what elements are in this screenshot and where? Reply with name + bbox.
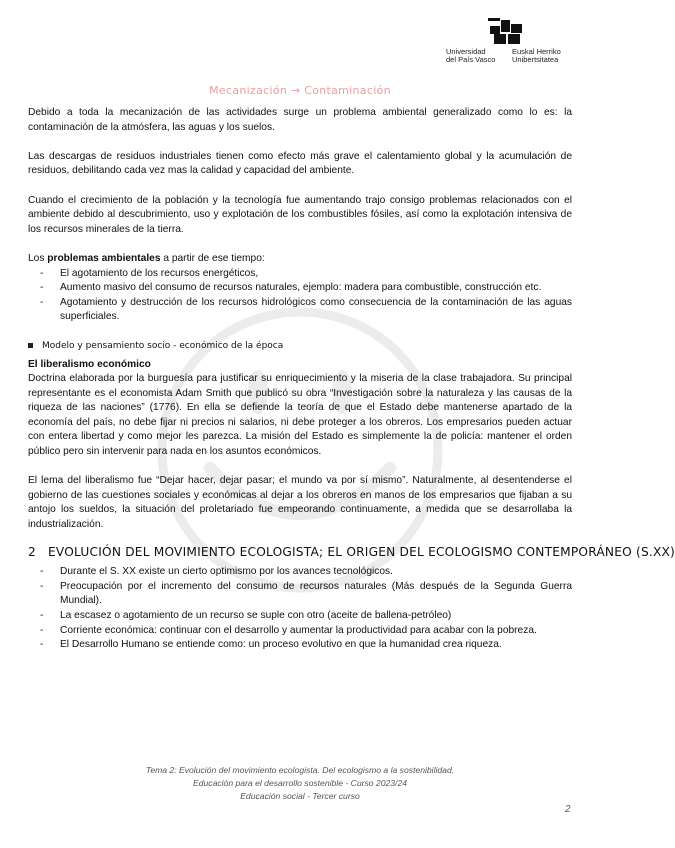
list-item: - Aumento masivo del consumo de recursos naturales, ejemplo: madera para combustible, construcción etc. <box>28 281 572 296</box>
problems-list <box>28 267 572 325</box>
upv-ehu-emblem-icon <box>488 18 524 46</box>
section-heading: 2 EVOLUCIÓN DEL MOVIMIENTO ECOLOGISTA; EL ORIGEN DEL ECOLOGISMO CONTEMPORÁNEO (S.XX) <box>28 544 675 559</box>
list-item: - Agotamiento y destrucción de los recursos hidrológicos como consecuencia de la contaminación de las aguas superficiales. <box>28 296 572 325</box>
list-item: - La escasez o agotamiento de un recurso se suple con otro (aceite de ballena-petróleo) <box>28 609 572 624</box>
university-logo <box>440 18 580 74</box>
document-body <box>28 106 675 653</box>
list-item: - El agotamiento de los recursos energéticos, <box>28 267 572 282</box>
paragraph: Doctrina elaborada por la burguesía para justificar su enriquecimiento y la miseria de la clase trabajadora. Su principal representante es el economista Adam Smith que publicó su obra “Investigación sobre la naturaleza y las causas de la riqueza de las naciones” (1776). En ella se defiende la teoría de que el Estado debe mantenerse apartado de la economía del país, no debe fijar ni precios ni salarios, ni debe proteger a los obreros. Los empresarios pueden actuar con entera libertad y como mejor les parezca. La misión del Estado es simplemente la de policía: mantener el orden público pero sin intervenir para nada en los asuntos económicos. <box>28 373 572 458</box>
evolution-list <box>28 565 572 653</box>
logo-text-es: Universidad del País Vasco <box>446 47 496 64</box>
liberalism-title: El liberalismo económico <box>28 358 151 370</box>
list-item: - Preocupación por el incremento del consumo de recursos naturales (Más después de la Segunda Guerra Mundial). <box>28 580 572 609</box>
paragraph: Las descargas de residuos industriales tienen como efecto más grave el calentamiento global y la acumulación de residuos, debilitando cada vez mas la calidad y capacidad del ambiente. <box>28 150 572 177</box>
page-footer: Tema 2: Evolución del movimiento ecologista. Del ecologismo a la sostenibilidad. Educación para el desarrollo sostenible - Curso 2023/24 Educación social - Tercer curso <box>145 765 455 801</box>
section-title: Mecanización → Contaminación <box>209 84 391 97</box>
paragraph: El lema del liberalismo fue “Dejar hacer, dejar pasar; el mundo va por sí mismo”. Naturalmente, al desentenderse el gobierno de las cuestiones sociales y económicas al dejar a los obreros en manos de los empresarios que fijaban a su antojo los sueldos, la situación del proletariado fue empeorando continuamente, a medida que se desarrollaba la industrialización. <box>28 475 572 531</box>
list-item: - El Desarrollo Humano se entiende como: un proceso evolutivo en que la humanidad crea riqueza. <box>28 638 572 653</box>
list-item: - Corriente económica: continuar con el desarrollo y aumentar la productividad para acabar con la pobreza. <box>28 624 572 639</box>
paragraph-problems-intro: Los problemas ambientales a partir de ese tiempo: <box>28 252 265 264</box>
paragraph: Cuando el crecimiento de la población y la tecnología fue aumentando trajo consigo problemas relacionados con el ambiente debido al descubrimiento, uso y explotación de los combustibles fósiles, así como la explotación intensiva de los recursos minerales de la tierra. <box>28 194 572 235</box>
paragraph: Debido a toda la mecanización de las actividades surge un problema ambiental generalizado como lo es: la contaminación de la atmósfera, las aguas y los suelos. <box>28 107 572 133</box>
bold-term: problemas ambientales <box>47 252 161 264</box>
list-item: - Durante el S. XX existe un cierto optimismo por los avances tecnológicos. <box>28 565 572 580</box>
model-heading: Modelo y pensamiento socio - económico de la época <box>28 339 572 354</box>
page-number: 2 <box>565 804 571 815</box>
logo-text-eu: Euskal Herriko Unibertsitatea <box>512 47 561 64</box>
